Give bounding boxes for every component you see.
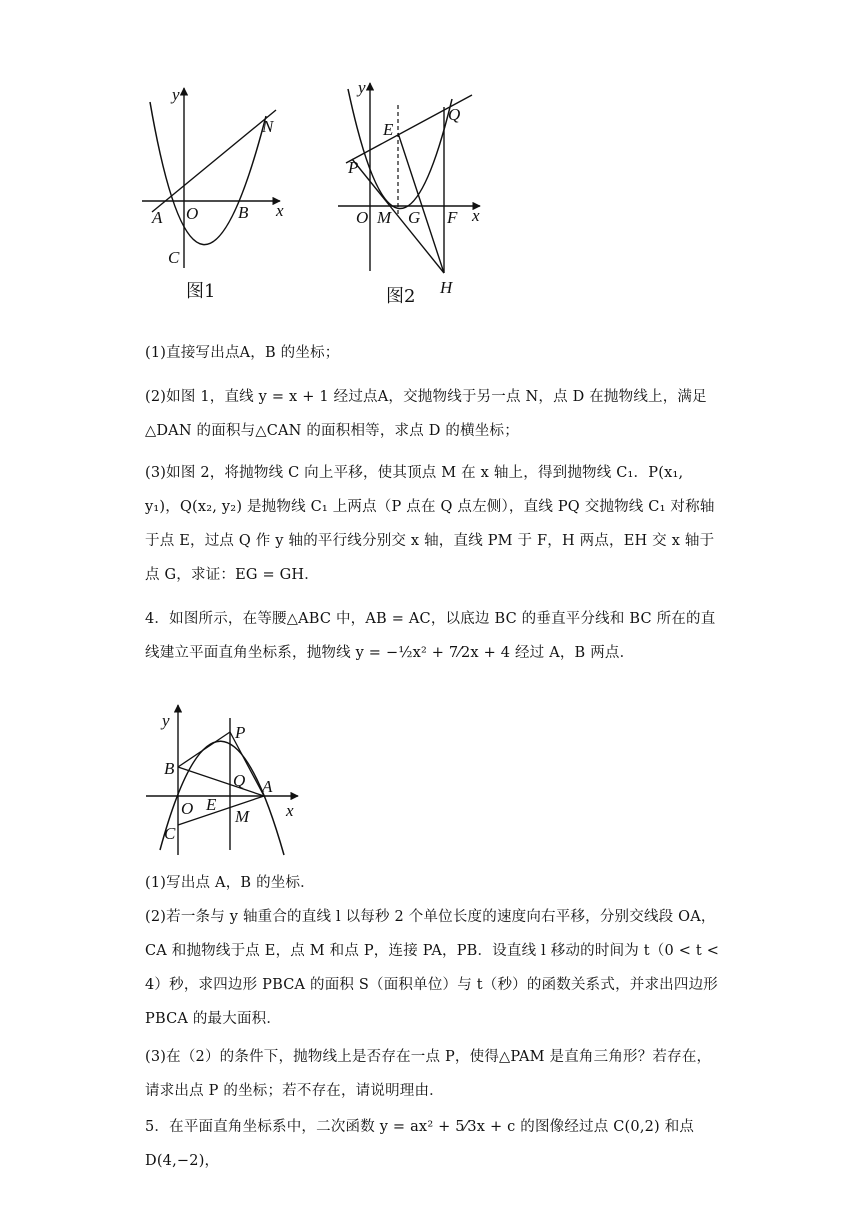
line-an	[152, 110, 276, 212]
figure-2	[330, 75, 490, 305]
label-y: y	[172, 85, 180, 104]
label-o: O	[186, 204, 199, 223]
paragraph-q4-3: (3)在（2）的条件下，抛物线上是否存在一点 P，使得△PAM 是直角三角形？若存在，请求出点 P 的坐标；若不存在，请说明理由．	[145, 1049, 712, 1099]
caption-fig1: 图1	[186, 281, 216, 302]
paragraph-q4-1: (1)写出点 A，B 的坐标．	[145, 875, 315, 891]
caption-fig2: 图2	[386, 286, 416, 305]
label-q: Q	[233, 771, 246, 790]
paragraph-q4-2: (2)若一条与 y 轴重合的直线 l 以每秒 2 个单位长度的速度向右平移，分别交线段 OA，CA 和抛物线于点 E，点 M 和点 P，连接 PA，PB．设直线 l 移动的时间为 t（0 < t < 4）秒，求四边形 PBCA 的面积 S（面积单位）与 t（秒）的函数关系式，并求出四边形 PBCA 的最大面积．	[145, 909, 724, 1027]
parabola-c	[150, 102, 266, 245]
label-c: C	[164, 824, 176, 843]
label-g: G	[408, 208, 421, 227]
label-e: E	[383, 120, 394, 139]
label-o: O	[181, 799, 194, 818]
label-x: x	[276, 201, 284, 220]
parabola-c1	[348, 89, 452, 209]
label-f: F	[447, 208, 458, 227]
label-p: P	[235, 723, 246, 742]
label-p: P	[348, 158, 359, 177]
label-n: N	[262, 117, 274, 136]
paragraph-q5-stem: 5．在平面直角坐标系中，二次函数 y = ax² + 5⁄3x + c 的图像经过点 C(0,2) 和点 D(4,−2)，	[145, 1119, 699, 1169]
figure-3	[140, 700, 310, 860]
label-a: A	[262, 777, 273, 796]
segment-bp	[178, 732, 230, 767]
label-q: Q	[448, 105, 461, 124]
label-b: B	[164, 759, 175, 778]
label-o: O	[356, 208, 369, 227]
label-m: M	[377, 208, 392, 227]
paragraph-q4-stem: 4．如图所示，在等腰△ABC 中，AB = AC，以底边 BC 的垂直平分线和 BC 所在的直线建立平面直角坐标系，抛物线 y = −½x² + 7⁄2x + 4 经过 A，B 两点．	[145, 611, 716, 661]
paragraph-q3-1: (1)直接写出点A，B 的坐标；	[145, 345, 340, 361]
label-a: A	[152, 208, 163, 227]
label-y: y	[162, 711, 170, 730]
paragraph-q3-2: (2)如图 1，直线 y = x + 1 经过点A，交抛物线于另一点 N，点 D 在抛物线上，满足△DAN 的面积与△CAN 的面积相等，求点 D 的横坐标；	[145, 389, 707, 439]
label-y: y	[358, 78, 366, 97]
paragraph-q3-3: (3)如图 2，将抛物线 C 向上平移，使其顶点 M 在 x 轴上，得到抛物线 C₁．P(x₁, y₁)，Q(x₂, y₂) 是抛物线 C₁ 上两点（P 点在 Q 点左侧），直线 PQ 交抛物线 C₁ 对称轴于点 E，过点 Q 作 y 轴的平行线分别交 x 轴，直线 PM 于 F，H 两点，EH 交 x 轴于点 G，求证：EG = GH．	[145, 465, 715, 583]
label-x: x	[472, 206, 480, 225]
label-x: x	[286, 801, 294, 820]
label-b: B	[238, 203, 249, 222]
label-h: H	[440, 278, 453, 297]
label-m: M	[235, 807, 250, 826]
figure-1	[130, 80, 300, 305]
label-c: C	[168, 248, 180, 267]
label-e: E	[206, 795, 217, 814]
